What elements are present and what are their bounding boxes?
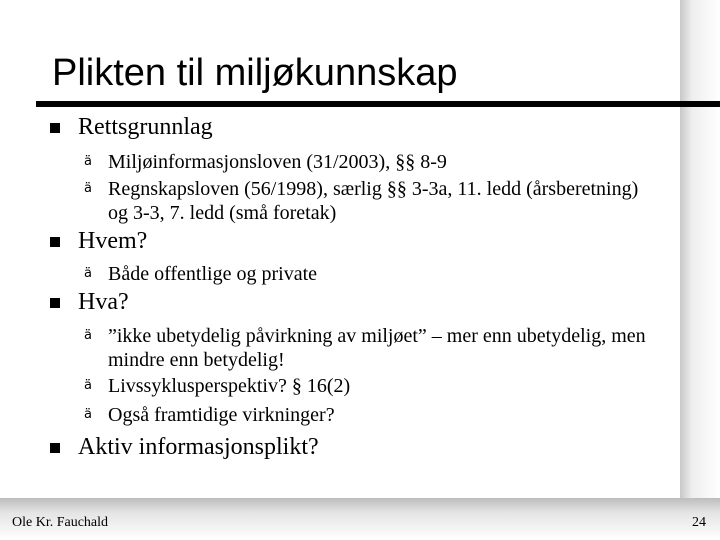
sub-bullet-icon: ä (84, 181, 92, 196)
square-bullet-icon (50, 298, 60, 308)
square-bullet-icon (50, 443, 60, 453)
sub-bullet-icon: ä (84, 266, 92, 281)
sub-bullet-icon: ä (84, 407, 92, 422)
bullet-text: Hva? (78, 289, 129, 315)
sub-bullet-text: Miljøinformasjonsloven (31/2003), §§ 8-9 (108, 151, 447, 173)
slide-title: Plikten til miljøkunnskap (52, 52, 458, 94)
sub-bullet-icon: ä (84, 154, 92, 169)
footer-author: Ole Kr. Fauchald (12, 515, 109, 530)
bullet-text: Rettsgrunnlag (78, 114, 213, 140)
sub-bullet-text: Regnskapsloven (56/1998), særlig §§ 3-3a, 11. ledd (årsberetning) og 3-3, 7. ledd (små foretak) (108, 178, 639, 224)
sub-bullet-icon: ä (84, 378, 92, 393)
bullet-text: Aktiv informasjonsplikt? (78, 434, 319, 460)
page-number: 24 (692, 515, 706, 530)
sub-bullet-text: Også framtidige virkninger? (108, 404, 335, 426)
sub-bullet-text: Både offentlige og private (108, 263, 318, 285)
square-bullet-icon (50, 237, 60, 247)
sub-bullet-text: ”ikke ubetydelig påvirkning av miljøet” – mer enn ubetydelig, men mindre enn betydelig! (108, 325, 646, 371)
right-shadow-band (680, 0, 720, 540)
sub-bullet-text: Livssyklusperspektiv? § 16(2) (108, 375, 351, 397)
square-bullet-icon (50, 123, 60, 133)
bullet-text: Hvem? (78, 228, 148, 254)
title-underline (36, 101, 720, 107)
sub-bullet-icon: ä (84, 328, 92, 343)
